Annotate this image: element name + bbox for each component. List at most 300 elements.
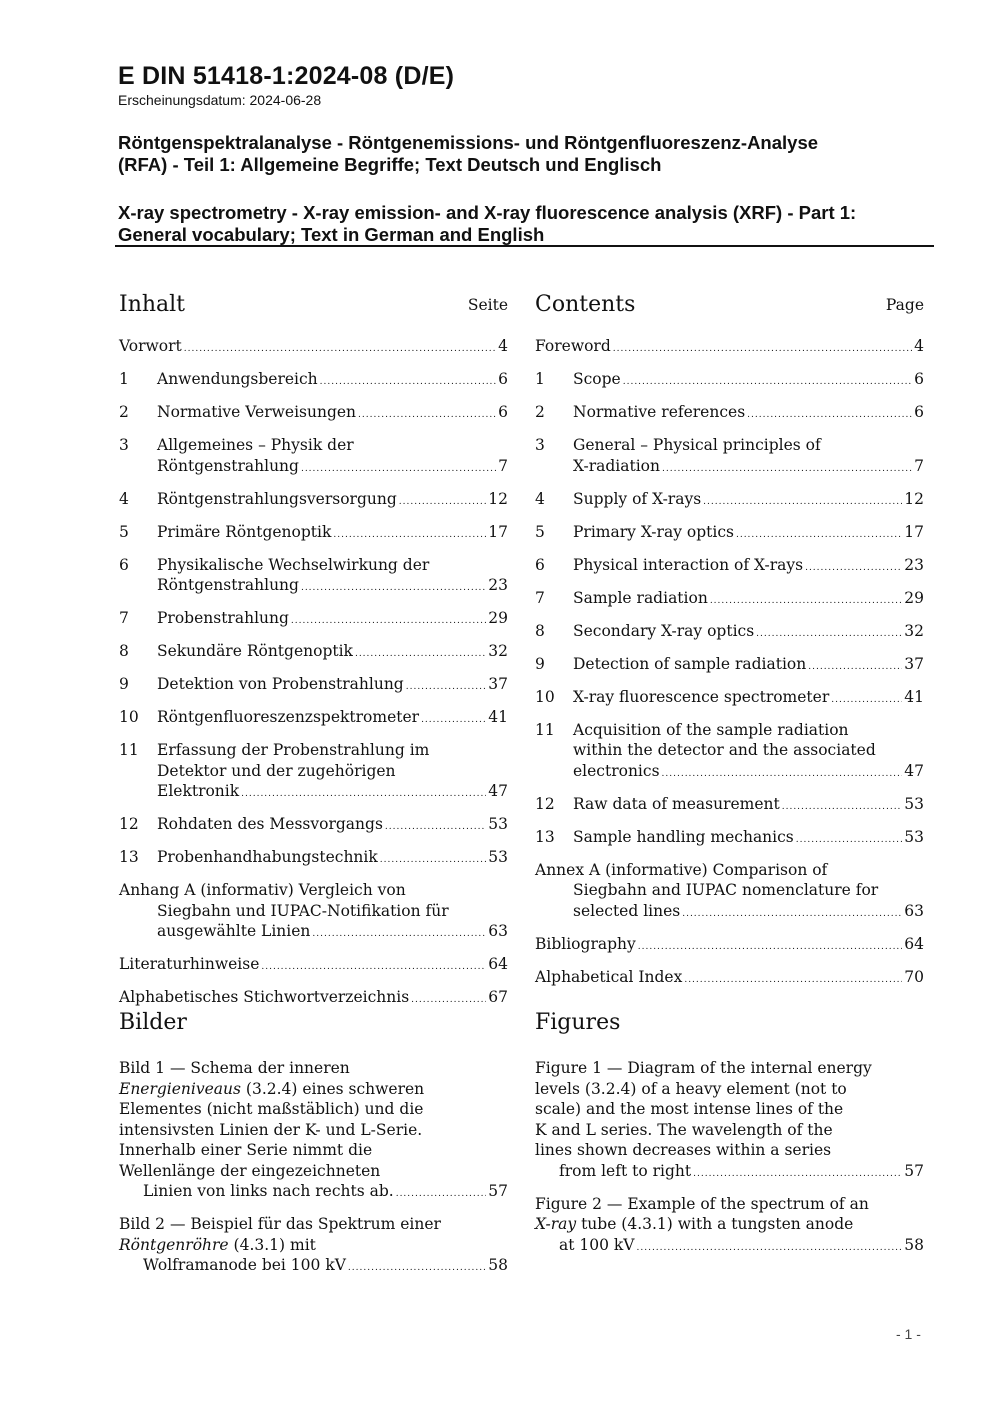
toc-entry-line: within the detector and the associated [573,741,876,759]
title-german-line-1: Röntgenspektralanalyse - Röntgenemissions- und Röntgenfluoreszenz-Analyse [118,132,819,153]
page-number: 58 [904,1235,924,1254]
toc-entry-line: Siegbahn und IUPAC-Notifikation für [157,901,449,920]
toc-entry-last-line [573,761,924,784]
toc-entry-title: Sekundäre Röntgenoptik [157,642,353,660]
title-english-line-1: X-ray spectrometry - X-ray emission- and X-ray fluorescence analysis (XRF) - Part 1: [118,202,857,223]
toc-entry-line: Annex A (informative) Comparison of [535,860,828,879]
page-number: 63 [904,901,924,920]
toc-entry-body [157,555,508,599]
toc-entry-title: ausgewählte Linien [157,922,311,940]
page-number: 53 [904,794,924,813]
toc-entry[interactable] [119,954,508,977]
page-number: 23 [904,555,924,574]
fig-line: Elementes (nicht maßstäblich) und die [119,1100,424,1118]
fig-line: Bild 1 — Schema der inneren [119,1059,350,1077]
toc-entry[interactable] [535,794,924,817]
toc-entry-last-line [157,402,508,425]
leader-dots [312,924,486,944]
toc-entry-body [157,740,508,804]
page-number: 17 [488,522,508,541]
toc-entry-title: Detektion von Probenstrahlung [157,675,404,693]
toc-entry-title: Probenhandhabungstechnik [157,848,378,866]
figure-2-entry-en[interactable] [535,1194,924,1258]
fig-line: (4.3.1) mit [228,1235,316,1254]
figures-english [535,1010,924,1268]
toc-entry-last-line [157,369,508,392]
toc-entry-title: Anwendungsbereich [157,370,318,388]
toc-entry-body [157,402,508,425]
toc-german [119,290,508,1020]
fig-term: Röntgenröhre [119,1235,229,1254]
page-number: 12 [488,489,508,508]
page-number: 4 [498,337,508,355]
toc-entry-number: 11 [535,720,555,739]
figures-german [119,1010,508,1288]
page-number: 47 [904,761,924,780]
toc-entry-number: 2 [119,403,129,421]
toc-entry-body [157,489,508,512]
fig-line: at 100 kV [559,1235,635,1254]
toc-entry-last-line [157,921,508,944]
leader-dots [355,644,486,664]
fig-line: (3.2.4) eines schweren [240,1079,425,1098]
toc-entry-body [157,435,508,479]
toc-entry-title: Elektronik [157,782,240,800]
leader-dots [380,850,487,870]
fig-last-line [143,1181,508,1204]
toc-entry-last-line [157,707,508,730]
toc-entry-line: Erfassung der Probenstrahlung im [157,741,430,759]
figures-english-heading: Figures [535,1010,621,1035]
figure-2-entry-de[interactable] [119,1214,508,1278]
toc-entry-title: Probenstrahlung [157,609,289,627]
toc-entry[interactable] [119,987,508,1010]
fig-line: Bild 2 — Beispiel für das Spektrum einer [119,1215,441,1233]
toc-entry[interactable] [119,555,508,599]
toc-entry[interactable] [535,934,924,957]
toc-entry-body [157,641,508,664]
page-number: 23 [488,576,508,594]
toc-english-page-label: Page [885,296,924,314]
toc-entry-body [119,336,508,359]
toc-entry-line: Siegbahn and IUPAC nomenclature for [573,881,879,899]
toc-entry-number: 12 [535,794,555,813]
toc-entry-last-line [535,934,924,957]
toc-entry-number: 6 [119,555,129,574]
toc-entry-last-line [573,827,924,850]
toc-entry[interactable] [535,588,924,611]
toc-entry-number: 9 [119,675,129,693]
toc-entry-last-line [573,654,924,677]
toc-entry-line: Acquisition of the sample radiation [573,720,849,739]
toc-entry-title: X-radiation [573,456,660,475]
fig-last-line [559,1161,924,1184]
toc-entry-number: 2 [535,403,545,421]
fig-line: Figure 2 — Example of the spectrum of an [535,1194,869,1213]
toc-entry-line: Detektor und der zugehörigen [157,761,396,780]
toc-entry[interactable] [535,555,924,578]
leader-dots [241,784,486,804]
toc-entry-last-line [157,575,508,598]
toc-entry-line: Anhang A (informativ) Vergleich von [119,881,406,899]
toc-entry-number: 5 [535,522,545,541]
fig-line: lines shown decreases within a series [535,1141,832,1159]
toc-entry-body [157,522,508,545]
figure-1-entry-en[interactable] [535,1058,924,1184]
fig-last-line [143,1255,508,1278]
toc-entry[interactable] [535,967,924,990]
page-number: 17 [904,522,924,541]
page-number: 6 [914,370,924,388]
page-number: 37 [904,654,924,673]
leader-dots [782,797,903,817]
page-number: 58 [488,1256,508,1274]
leader-dots [399,492,487,512]
toc-entry-number: 4 [119,489,129,508]
fig-last-line [559,1235,924,1258]
toc-entry-last-line [535,336,924,359]
toc-entry-last-line [573,489,924,512]
toc-entry-last-line [573,794,924,817]
fig-line: levels (3.2.4) of a heavy element (not to [535,1079,847,1098]
fig-line: Figure 1 — Diagram of the internal energy [535,1059,872,1077]
toc-entry[interactable] [535,860,924,924]
fig-line: Innerhalb einer Serie nimmt die [119,1141,373,1159]
toc-entry-title: Röntgenstrahlungsversorgung [157,489,397,508]
leader-dots [406,677,487,697]
toc-german-entries [119,336,508,1010]
leader-dots [385,817,486,837]
toc-entry-body [573,720,924,784]
fig-line: Wolframanode bei 100 kV [143,1256,346,1274]
toc-entry-title: Literaturhinweise [119,955,260,973]
fig-term: Energieniveaus [119,1079,241,1098]
toc-entry-number: 8 [535,621,545,640]
toc-entry-number: 5 [119,522,129,541]
toc-entry-body [535,860,924,924]
page-number: 29 [488,609,508,627]
toc-entry[interactable] [119,402,508,425]
toc-english-heading: Contents [535,292,636,317]
page-number: 32 [488,642,508,660]
toc-entry-number: 10 [535,687,555,706]
toc-entry[interactable] [119,489,508,512]
toc-entry-number: 13 [535,827,555,846]
page-number: 4 [914,337,924,355]
toc-entry-last-line [573,687,924,710]
toc-german-heading: Inhalt [119,292,186,317]
toc-entry-number: 7 [119,609,129,627]
toc-entry[interactable] [535,336,924,359]
toc-entry-title: Sample handling mechanics [573,827,794,846]
leader-dots [747,405,912,425]
toc-entry-line: General – Physical principles of [573,436,821,454]
toc-entry[interactable] [535,402,924,425]
leader-dots [320,372,496,392]
toc-entry-title: X-ray fluorescence spectrometer [573,687,830,706]
toc-entry[interactable] [119,880,508,944]
header-divider [115,245,934,247]
toc-entry-last-line [573,621,924,644]
toc-entry-last-line [573,456,924,479]
leader-dots [184,339,496,359]
fig-line: K and L series. The wavelength of the [535,1120,833,1139]
toc-entry-title: Raw data of measurement [573,794,780,813]
leader-dots [637,1238,903,1258]
toc-entry-body [119,987,508,1010]
leader-dots [662,459,912,479]
toc-entry-body [157,369,508,392]
leader-dots [421,710,486,730]
toc-entry-body [573,489,924,512]
toc-english [535,290,924,1000]
toc-entry[interactable] [119,608,508,631]
toc-entry-title: Normative Verweisungen [157,403,357,421]
page-number: 64 [904,934,924,953]
toc-english-entries [535,336,924,990]
page-number: 7 [914,456,924,475]
toc-entry-last-line [573,402,924,425]
leader-dots [638,937,903,957]
toc-entry-body [573,687,924,710]
page-number: 53 [488,848,508,866]
toc-entry[interactable] [119,336,508,359]
leader-dots [613,339,912,359]
leader-dots [831,690,902,710]
toc-entry-title: selected lines [573,901,681,920]
toc-entry-title: Primary X-ray optics [573,522,734,541]
toc-entry-last-line [157,522,508,545]
leader-dots [301,578,486,598]
toc-entry[interactable] [535,522,924,545]
toc-entry-number: 12 [119,815,139,833]
leader-dots [756,624,902,644]
fig-line: Linien von links nach rechts ab. [143,1182,394,1200]
toc-entry-last-line [119,954,508,977]
leader-dots [684,970,902,990]
fig-line: Wellenlänge der eingezeichneten [119,1161,381,1180]
page-number: 12 [904,489,924,508]
toc-entry-number: 7 [535,588,545,607]
toc-entry-number: 6 [535,555,545,574]
toc-entry-title: Supply of X-rays [573,489,702,508]
toc-entry-number: 10 [119,708,139,726]
toc-entry-title: Secondary X-ray optics [573,621,755,640]
toc-entry-last-line [157,489,508,512]
footer-page-number: - 1 - [896,1326,921,1342]
toc-entry-last-line [573,555,924,578]
toc-entry-last-line [157,674,508,697]
leader-dots [358,405,496,425]
leader-dots [291,611,486,631]
toc-entry-last-line [573,369,924,392]
toc-entry-body [157,847,508,870]
toc-entry-title: Röntgenstrahlung [157,576,299,594]
page-number: 57 [488,1182,508,1200]
toc-entry-body [573,402,924,425]
leader-dots [736,525,902,545]
page-number: 29 [904,588,924,607]
page-number: 6 [914,403,924,421]
toc-entry-last-line [573,901,924,924]
publication-date: Erscheinungsdatum: 2024-06-28 [118,92,322,108]
toc-entry-last-line [573,588,924,611]
toc-entry-line: Allgemeines – Physik der [157,436,354,454]
toc-entry[interactable] [119,641,508,664]
toc-entry-body [157,674,508,697]
toc-entry-last-line [157,814,508,837]
toc-entry-body [535,934,924,957]
toc-entry[interactable] [535,621,924,644]
page-number: 32 [904,621,924,640]
toc-entry-last-line [535,967,924,990]
title-german [118,132,908,176]
toc-entry-title: Normative references [573,403,746,421]
toc-entry-body [573,794,924,817]
page-number: 57 [904,1161,924,1180]
toc-entry[interactable] [535,687,924,710]
leader-dots [805,558,902,578]
toc-entry[interactable] [119,435,508,479]
toc-german-page-label: Seite [467,296,508,314]
title-english [118,202,918,246]
toc-entry-body [573,621,924,644]
page-number: 67 [488,988,508,1006]
page-number: 64 [488,955,508,973]
toc-entry-body [573,435,924,479]
toc-entry-title: Röntgenfluoreszenzspektrometer [157,708,420,726]
toc-entry-title: electronics [573,761,660,780]
toc-entry-last-line [157,608,508,631]
toc-entry-last-line [573,522,924,545]
toc-entry-line: Physikalische Wechselwirkung der [157,555,430,574]
leader-dots [662,764,903,784]
toc-entry[interactable] [535,654,924,677]
leader-dots [623,372,912,392]
toc-entry-title: Alphabetisches Stichwortverzeichnis [119,988,410,1006]
page-number: 37 [488,675,508,693]
toc-entry-last-line [119,987,508,1010]
toc-entry-body [119,954,508,977]
toc-entry[interactable] [535,489,924,512]
toc-german-header [119,290,508,320]
toc-entry-last-line [157,781,508,804]
toc-entry-title: Sample radiation [573,588,708,607]
toc-entry-title: Röntgenstrahlung [157,456,299,475]
toc-entry-number: 3 [119,436,129,454]
leader-dots [348,1258,486,1278]
toc-entry-last-line [157,641,508,664]
toc-entry-number: 11 [119,741,139,759]
toc-entry-title: Primäre Röntgenoptik [157,522,332,541]
leader-dots [710,591,902,611]
page-number: 47 [488,782,508,800]
toc-english-header [535,290,924,320]
leader-dots [808,657,902,677]
toc-entry-body [573,588,924,611]
page-number: 6 [498,370,508,388]
toc-entry-number: 1 [119,370,129,388]
page-number: 53 [904,827,924,846]
toc-entry[interactable] [119,522,508,545]
toc-entry-body [119,880,508,944]
toc-entry-body [573,369,924,392]
fig-line: tube (4.3.1) with a tungsten anode [576,1215,854,1233]
toc-entry-number: 9 [535,654,545,673]
leader-dots [796,830,903,850]
leader-dots [682,904,902,924]
toc-entry[interactable] [119,707,508,730]
figure-1-entry-de[interactable] [119,1058,508,1204]
toc-entry-body [573,555,924,578]
toc-entry[interactable] [535,720,924,784]
toc-entry-body [535,967,924,990]
fig-term: X-ray [535,1215,577,1233]
toc-entry[interactable] [119,740,508,804]
toc-entry-body [157,608,508,631]
leader-dots [396,1184,487,1204]
title-english-line-2: General vocabulary; Text in German and English [118,224,545,245]
toc-entry-body [573,522,924,545]
toc-entry[interactable] [535,827,924,850]
toc-entry-body [573,654,924,677]
toc-entry-title: Physical interaction of X-rays [573,555,804,574]
fig-line: scale) and the most intense lines of the [535,1100,844,1118]
toc-entry[interactable] [535,369,924,392]
toc-entry-number: 13 [119,848,139,866]
toc-entry[interactable] [119,847,508,870]
fig-line: from left to right [559,1161,692,1180]
leader-dots [411,990,486,1010]
toc-entry-title: Foreword [535,337,611,355]
page-number: 53 [488,815,508,833]
page-number: 7 [498,456,508,475]
toc-entry-number: 8 [119,642,129,660]
toc-entry[interactable] [119,674,508,697]
toc-entry[interactable] [535,435,924,479]
toc-entry-last-line [157,847,508,870]
toc-entry-last-line [157,456,508,479]
leader-dots [333,525,486,545]
leader-dots [703,492,902,512]
fig-line: intensivsten Linien der K- und L-Serie. [119,1120,423,1139]
page-number: 41 [904,687,924,706]
toc-entry-title: Bibliography [535,934,636,953]
page-number: 41 [488,708,508,726]
leader-dots [693,1164,902,1184]
toc-entry-number: 1 [535,370,545,388]
toc-entry-title: Detection of sample radiation [573,654,807,673]
toc-entry-title: Scope [573,370,621,388]
toc-entry[interactable] [119,369,508,392]
page-number: 6 [498,403,508,421]
page-number: 63 [488,922,508,940]
toc-entry-last-line [119,336,508,359]
toc-entry[interactable] [119,814,508,837]
toc-entry-body [535,336,924,359]
toc-entry-body [157,814,508,837]
toc-entry-number: 4 [535,489,545,508]
title-german-line-2: (RFA) - Teil 1: Allgemeine Begriffe; Text Deutsch und Englisch [118,154,662,175]
leader-dots [261,957,486,977]
toc-entry-title: Vorwort [119,337,182,355]
toc-entry-number: 3 [535,436,545,454]
toc-entry-title: Alphabetical Index [535,967,683,986]
figures-german-heading: Bilder [119,1010,187,1035]
toc-entry-body [573,827,924,850]
standard-identifier: E DIN 51418-1:2024-08 (D/E) [118,62,455,90]
toc-entry-title: Rohdaten des Messvorgangs [157,815,383,833]
